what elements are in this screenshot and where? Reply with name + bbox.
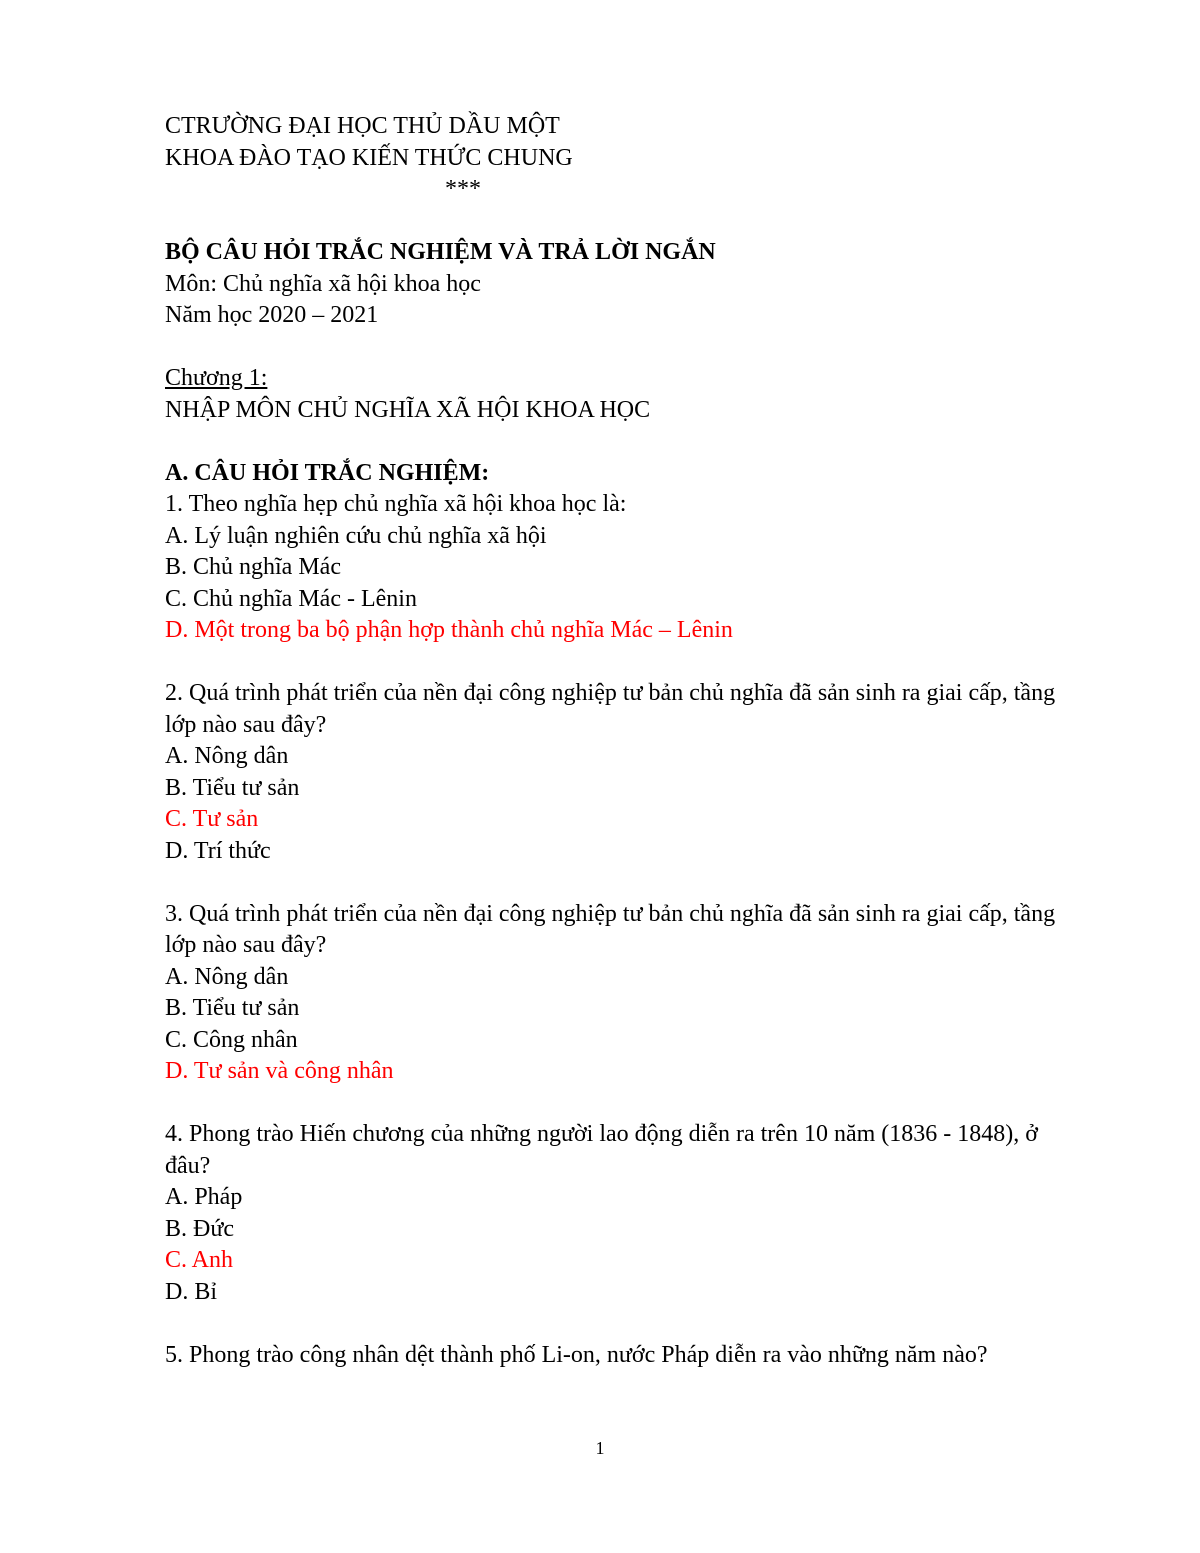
faculty-name: KHOA ĐÀO TẠO KIẾN THỨC CHUNG: [165, 144, 573, 171]
section-heading: A. CÂU HỎI TRẮC NGHIỆM:: [165, 459, 490, 486]
answer-option: A. Pháp: [165, 1184, 243, 1210]
answer-option: B. Đức: [165, 1215, 234, 1242]
spacer: [165, 1308, 1065, 1340]
chapter-label: Chương 1:: [165, 365, 268, 391]
answer-option: B. Chủ nghĩa Mác: [165, 554, 341, 580]
question-block: [165, 1340, 1065, 1372]
answer-option: D. Trí thức: [165, 837, 271, 864]
correct-answer-option: D. Một trong ba bộ phận hợp thành chủ nghĩa Mác – Lênin: [165, 617, 733, 643]
answer-option: C. Công nhân: [165, 1026, 298, 1053]
spacer: [165, 867, 1065, 899]
answer-option: B. Tiểu tư sản: [165, 995, 300, 1021]
document-page: [165, 111, 1065, 1371]
question-text: 2. Quá trình phát triển của nền đại công nghiệp tư bản chủ nghĩa đã sản sinh ra giai cấp, tầng lớp nào sau đây?: [165, 680, 1056, 738]
answer-option: B. Tiểu tư sản: [165, 774, 300, 801]
spacer: [165, 426, 1065, 458]
answer-option: D. Bỉ: [165, 1278, 218, 1305]
document-title: BỘ CÂU HỎI TRẮC NGHIỆM VÀ TRẢ LỜI NGẮN: [165, 239, 716, 265]
academic-year: Năm học 2020 – 2021: [165, 302, 379, 328]
answer-option: A. Nông dân: [165, 743, 289, 769]
page-number: 1: [595, 1438, 605, 1458]
spacer: [165, 647, 1065, 679]
answer-option: A. Lý luận nghiên cứu chủ nghĩa xã hội: [165, 522, 547, 549]
question-text: 4. Phong trào Hiến chương của những người lao động diễn ra trên 10 năm (1836 - 1848), ở đâu?: [165, 1121, 1038, 1179]
spacer: [165, 332, 1065, 364]
answer-option: C. Chủ nghĩa Mác - Lênin: [165, 585, 417, 612]
chapter-name: NHẬP MÔN CHỦ NGHĨA XÃ HỘI KHOA HỌC: [165, 396, 651, 423]
school-name: CTRƯỜNG ĐẠI HỌC THỦ DẦU MỘT: [165, 113, 560, 139]
spacer: [165, 1088, 1065, 1120]
question-text: 3. Quá trình phát triển của nền đại công nghiệp tư bản chủ nghĩa đã sản sinh ra giai cấp, tầng lớp nào sau đây?: [165, 900, 1056, 958]
question-block: [165, 899, 1065, 1088]
question-block: [165, 1119, 1065, 1308]
correct-answer-option: D. Tư sản và công nhân: [165, 1058, 394, 1084]
correct-answer-option: C. Tư sản: [165, 806, 259, 832]
question-block: [165, 678, 1065, 867]
correct-answer-option: C. Anh: [165, 1247, 234, 1273]
subject-line: Môn: Chủ nghĩa xã hội khoa học: [165, 270, 481, 297]
question-text: 5. Phong trào công nhân dệt thành phố Li-on, nước Pháp diễn ra vào những năm nào?: [165, 1341, 988, 1368]
question-block: [165, 489, 1065, 647]
question-list: [165, 489, 1065, 1371]
separator-stars: ***: [445, 176, 481, 202]
answer-option: A. Nông dân: [165, 963, 289, 990]
question-text: 1. Theo nghĩa hẹp chủ nghĩa xã hội khoa học là:: [165, 491, 627, 517]
spacer: [165, 206, 1065, 238]
